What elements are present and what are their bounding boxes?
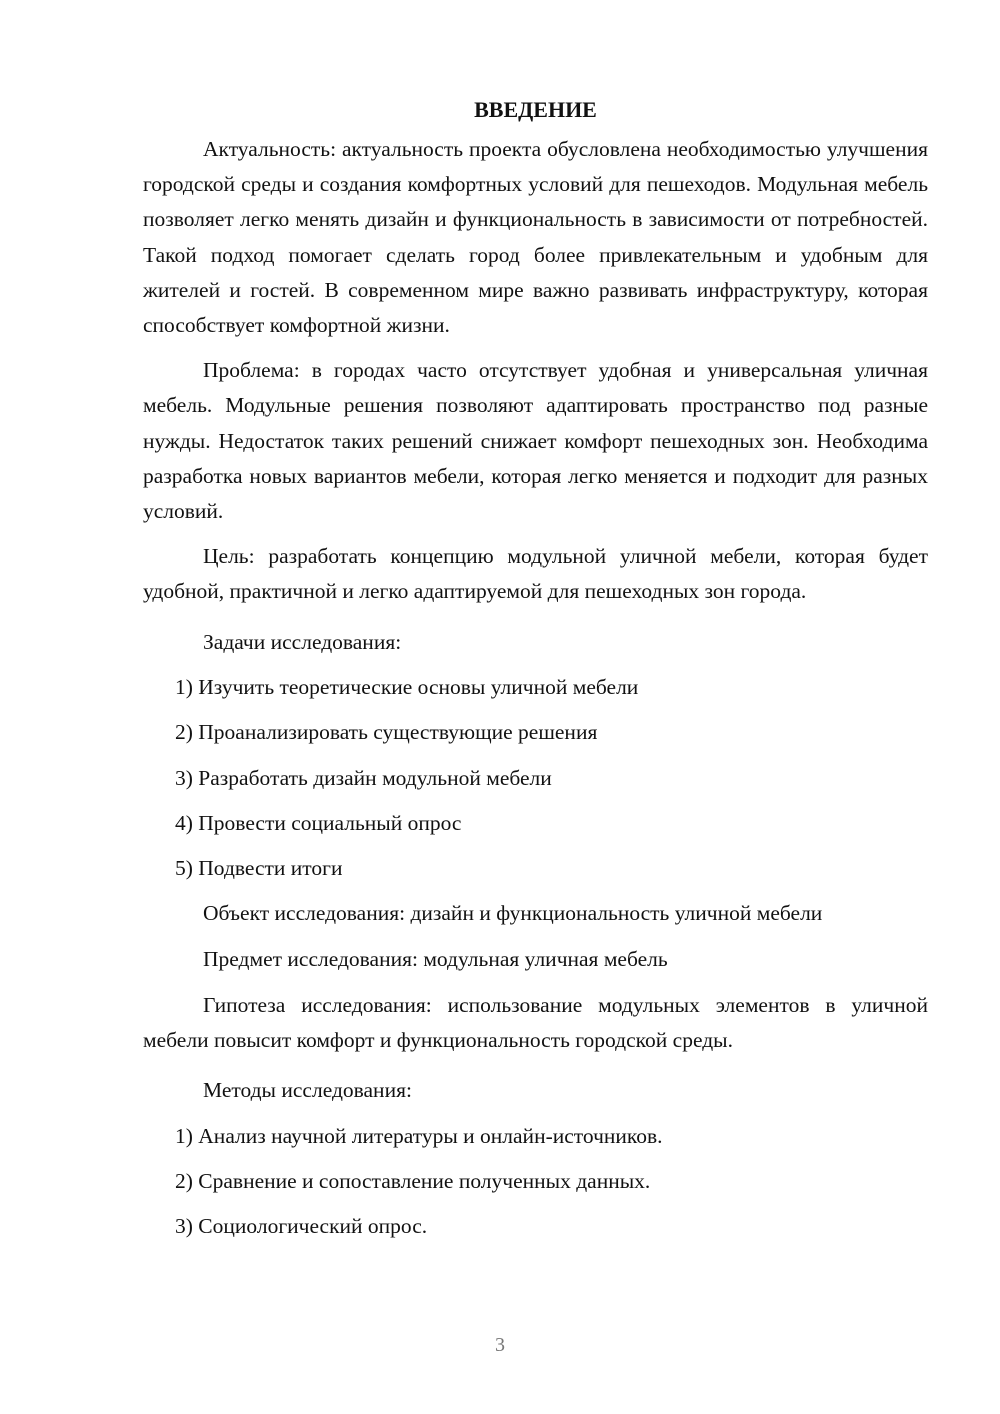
page-title: ВВЕДЕНИЕ	[474, 97, 597, 122]
research-object: Объект исследования: дизайн и функциональность уличной мебели	[203, 901, 823, 926]
page-number: 3	[495, 1334, 505, 1356]
relevance-paragraph: Актуальность: актуальность проекта обусловлена необходимостью улучшения городской среды и создания комфортных условий для пешеходов. Модульная мебель позволяет легко менять дизайн и функциональность в зависимости от потребностей. Такой подход помогает сделать город более привлекательным и удобным для жителей и гостей. В современном мире важно развивать инфраструктуру, которая способствует комфортной жизни.	[143, 137, 928, 338]
problem-paragraph: Проблема: в городах часто отсутствует удобная и универсальная уличная мебель. Модульные решения позволяют адаптировать пространство под разные нужды. Недостаток таких решений снижает комфорт пешеходных зон. Необходима разработка новых вариантов мебели, которая легко меняется и подходит для разных условий.	[143, 358, 928, 524]
goal-paragraph: Цель: разработать концепцию модульной уличной мебели, которая будет удобной, практичной и легко адаптируемой для пешеходных зон города.	[143, 544, 928, 604]
method-item-3: 3) Социологический опрос.	[175, 1214, 428, 1239]
hypothesis-paragraph: Гипотеза исследования: использование модульных элементов в уличной мебели повысит комфорт и функциональность городской среды.	[143, 993, 928, 1053]
task-item-5: 5) Подвести итоги	[175, 856, 343, 881]
tasks-label: Задачи исследования:	[203, 629, 402, 654]
task-item-3: 3) Разработать дизайн модульной мебели	[175, 765, 552, 790]
task-item-1: 1) Изучить теоретические основы уличной мебели	[175, 674, 639, 699]
methods-label: Методы исследования:	[203, 1078, 412, 1103]
page-content	[143, 92, 928, 1250]
task-item-2: 2) Проанализировать существующие решения	[175, 720, 598, 745]
task-item-4: 4) Провести социальный опрос	[175, 810, 462, 835]
method-item-2: 2) Сравнение и сопоставление полученных данных.	[175, 1169, 651, 1194]
method-item-1: 1) Анализ научной литературы и онлайн-источников.	[175, 1123, 663, 1148]
research-subject: Предмет исследования: модульная уличная мебель	[203, 946, 668, 971]
